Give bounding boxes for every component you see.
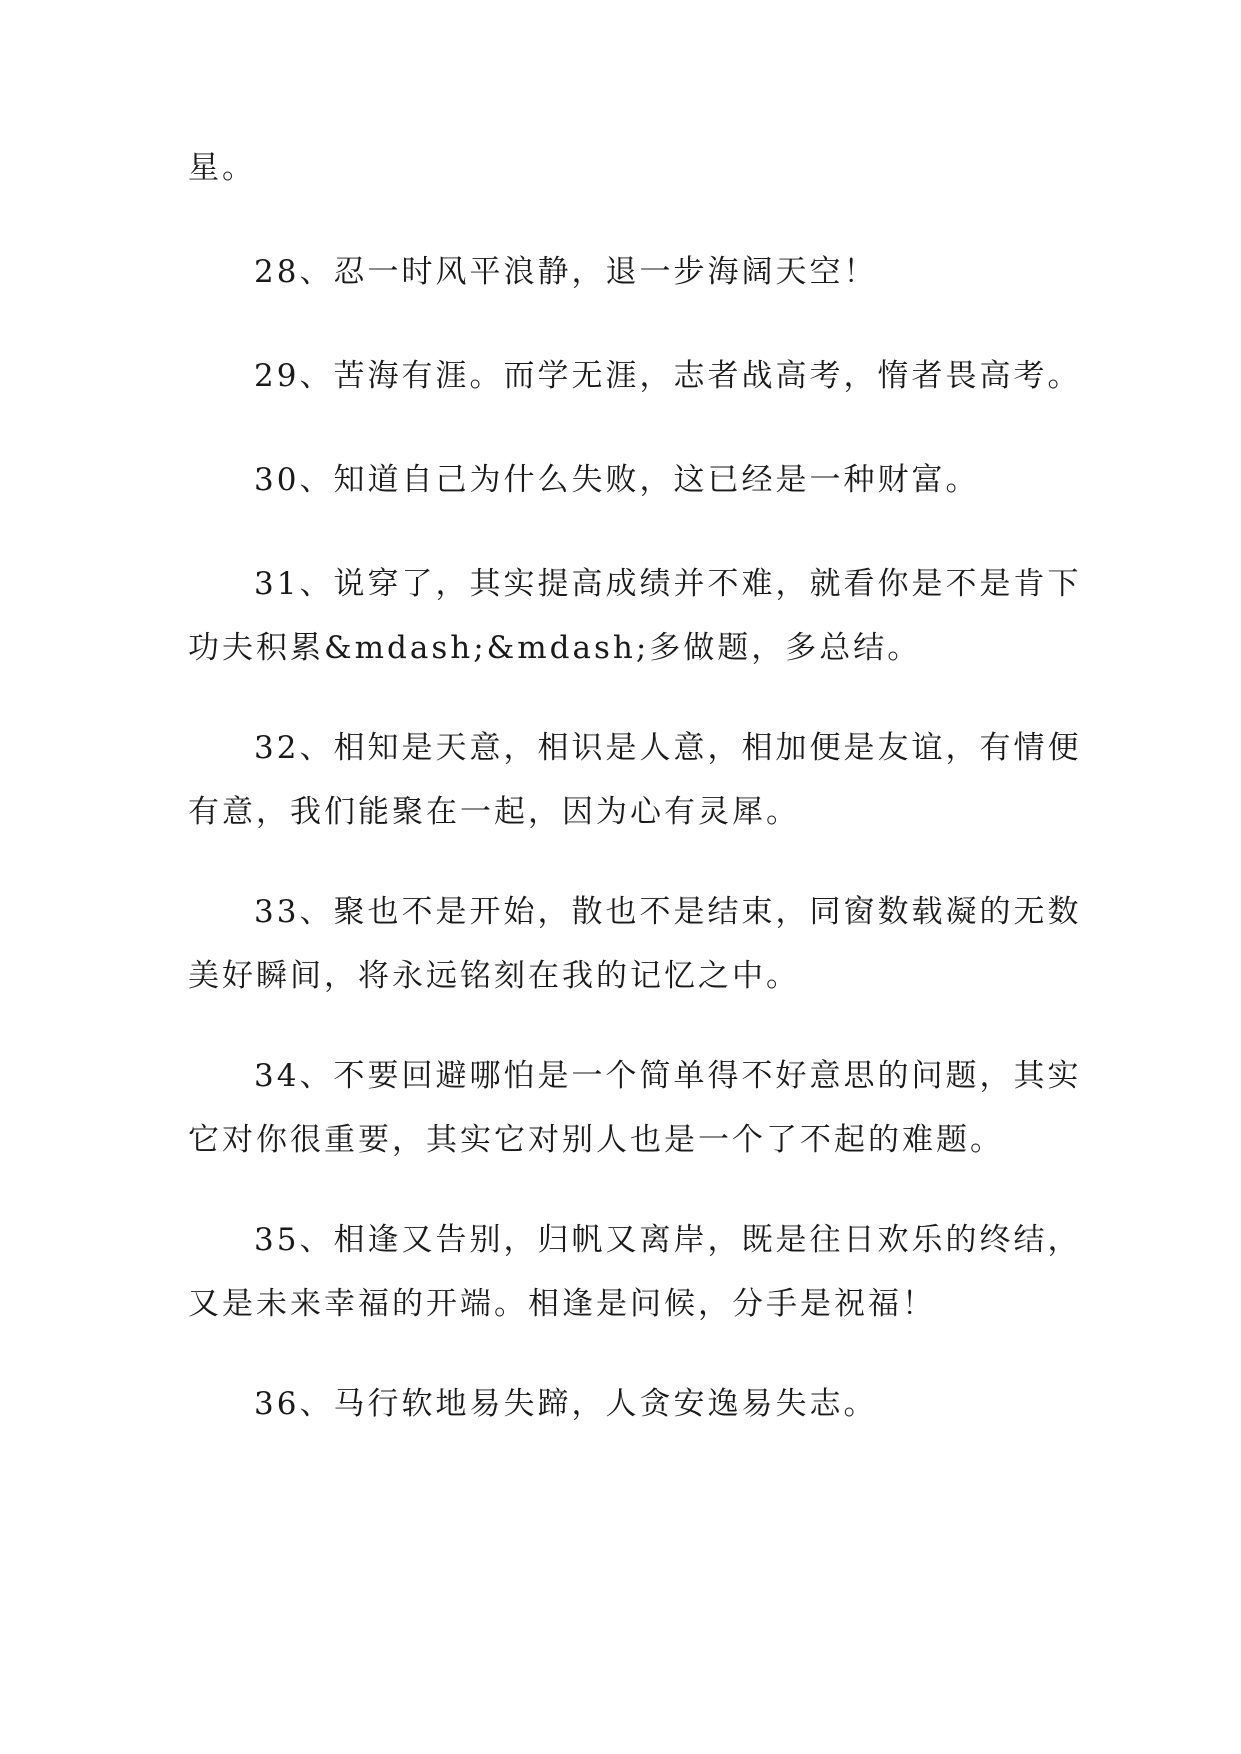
paragraph-36	[188, 1372, 1068, 1436]
paragraph-31	[188, 552, 1082, 680]
text-line: 31、说穿了，其实提高成绩并不难，就看你是不是肯下	[254, 566, 1082, 602]
paragraph-35	[188, 1208, 1082, 1336]
text-line: 33、聚也不是开始，散也不是结束，同窗数载凝的无数	[254, 894, 1082, 930]
text-line: 功夫积累&mdash;&mdash;多做题，多总结。	[188, 630, 922, 666]
paragraph-33	[188, 880, 1082, 1008]
text-line: 有意，我们能聚在一起，因为心有灵犀。	[188, 794, 800, 830]
text-line: 30、知道自己为什么失败，这已经是一种财富。	[254, 462, 980, 498]
paragraph-34	[188, 1044, 1082, 1172]
text-line: 又是未来幸福的开端。相逢是问候，分手是祝福！	[188, 1286, 936, 1322]
text-line: 35、相逢又告别，归帆又离岸，既是往日欢乐的终结，	[254, 1222, 1082, 1258]
text-line: 它对你很重要，其实它对别人也是一个了不起的难题。	[188, 1122, 1004, 1158]
text-line: 美好瞬间，将永远铭刻在我的记忆之中。	[188, 958, 800, 994]
paragraph-29	[188, 344, 1082, 408]
text-line: 34、不要回避哪怕是一个简单得不好意思的问题，其实	[254, 1058, 1082, 1094]
paragraph-continuation	[188, 136, 1068, 200]
text-line: 36、马行软地易失蹄，人贪安逸易失志。	[254, 1386, 878, 1422]
paragraph-32	[188, 716, 1082, 844]
text-line: 32、相知是天意，相识是人意，相加便是友谊，有情便	[254, 730, 1082, 766]
paragraph-30	[188, 448, 1068, 512]
text-line: 星。	[188, 150, 256, 186]
text-line: 28、忍一时风平浪静，退一步海阔天空！	[254, 254, 878, 290]
text-line: 29、苦海有涯。而学无涯，志者战高考，惰者畏高考。	[254, 358, 1082, 394]
paragraph-28	[188, 240, 1068, 304]
